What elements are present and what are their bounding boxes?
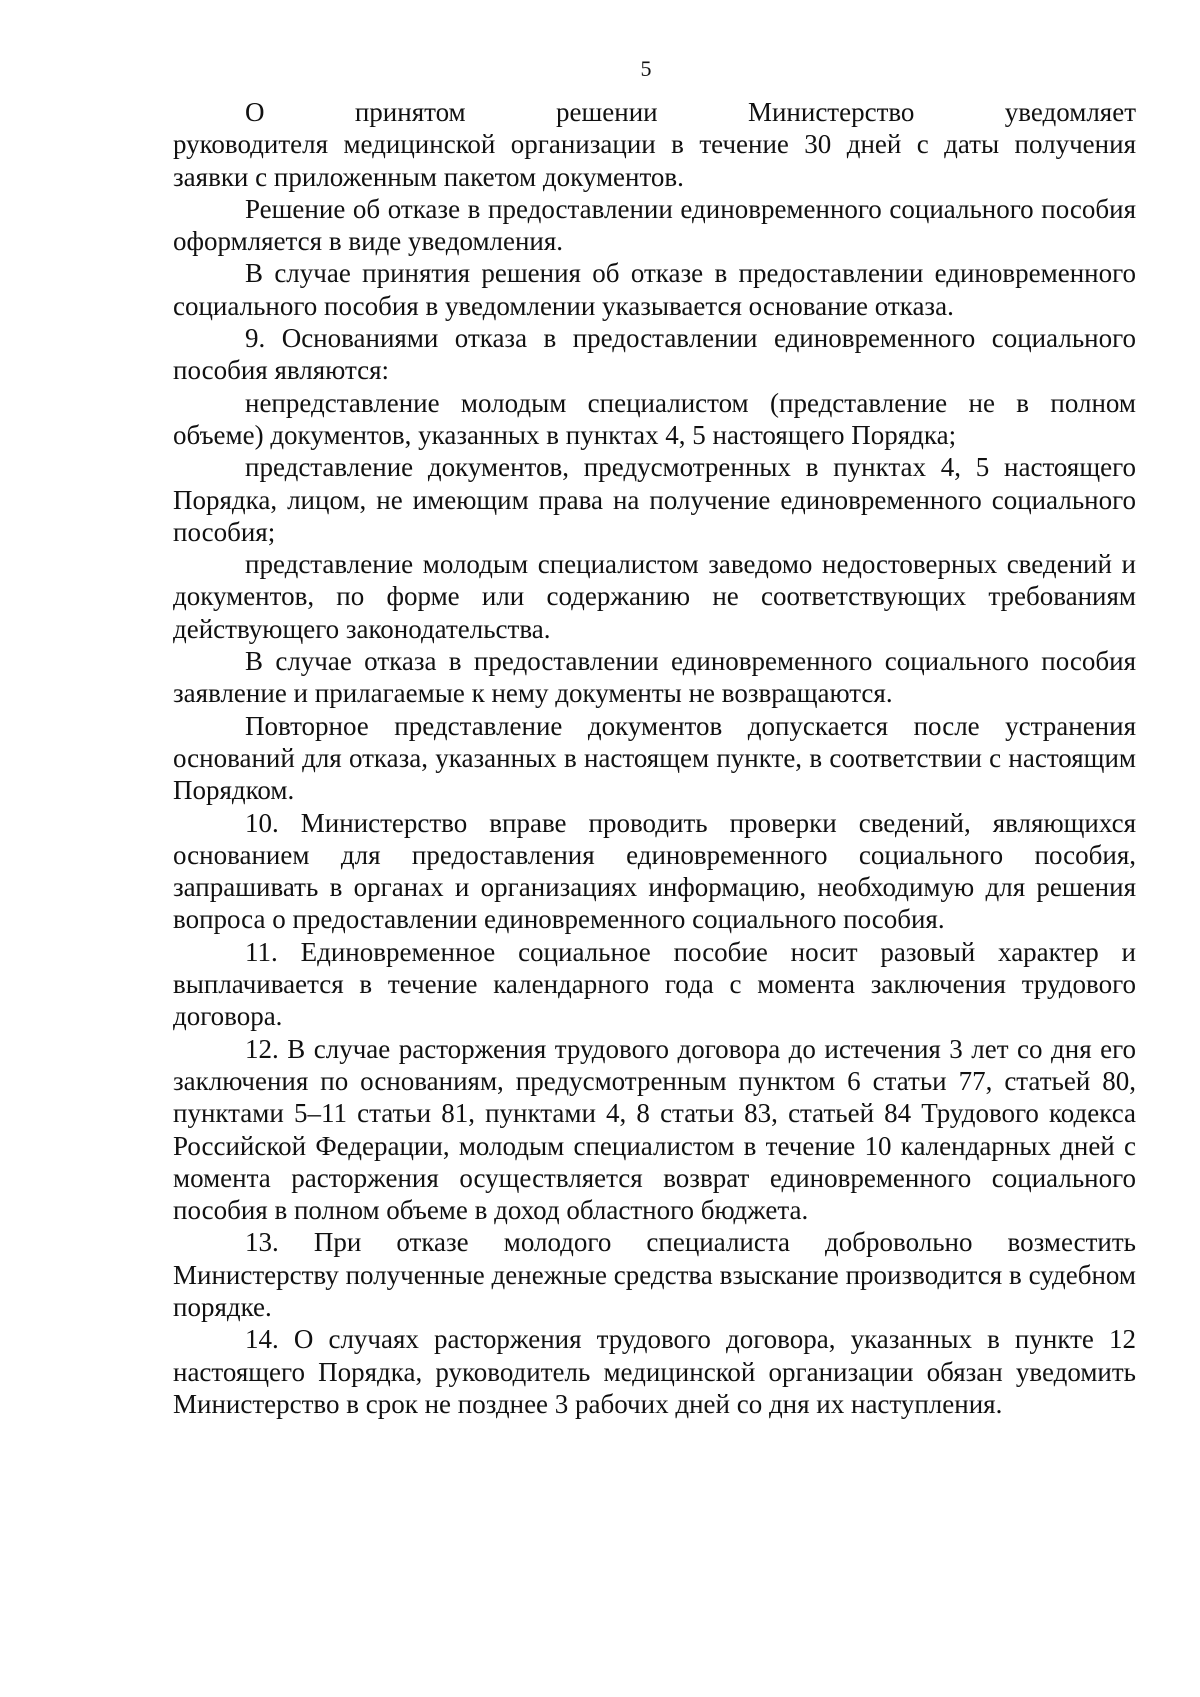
paragraph-refusal-form: Решение об отказе в предоставлении единовременного социального пособия оформляется в виде уведомления. [173,193,1136,257]
paragraph-item-10: 10. Министерство вправе проводить проверки сведений, являющихся основанием для предоставления единовременного социального пособия, запрашивать в органах и организациях информацию, необходимую для решения вопроса о предоставлении единовременного социального пособия. [173,807,1136,935]
paragraph-ground-false-info: представление молодым специалистом заведомо недостоверных сведений и документов, по форме или содержанию не соответствующих требованиям действующего законодательства. [173,549,1136,644]
paragraph-documents-not-returned: В случае отказа в предоставлении единовременного социального пособия заявление и прилагаемые к нему документы не возвращаются. [173,646,1136,709]
paragraph-item-11: 11. Единовременное социальное пособие носит разовый характер и выплачивается в течение календарного года с момента заключения трудового договора. [173,936,1136,1032]
page-number: 5 [640,56,652,81]
paragraph-item-14: 14. О случаях расторжения трудового договора, указанных в пункте 12 настоящего Порядка, руководитель медицинской организации обязан уведомить Министерство в срок не позднее 3 рабочих дней со дня их наступления. [173,1324,1136,1419]
paragraph-refusal-reason: В случае принятия решения об отказе в предоставлении единовременного социального пособия в уведомлении указывается основание отказа. [173,258,1136,321]
paragraph-decision-notice-first-line: О принятом решении Министерство уведомляет [245,97,1136,127]
paragraph-item-9: 9. Основаниями отказа в предоставлении единовременного социального пособия являются: [173,323,1136,386]
paragraph-ground-no-right: представление документов, предусмотренных в пунктах 4, 5 настоящего Порядка, лицом, не имеющим права на получение единовременного социального пособия; [173,452,1136,547]
paragraph-item-13: 13. При отказе молодого специалиста добровольно возместить Министерству полученные денежные средства взыскание производится в судебном порядке. [173,1227,1136,1322]
document-body [173,96,1136,1420]
paragraph-decision-notice-continuation: руководителя медицинской организации в течение 30 дней с даты получения заявки с приложенным пакетом документов. [173,129,1136,192]
paragraph-ground-non-submission: непредставление молодым специалистом (представление не в полном объеме) документов, указанных в пунктах 4, 5 настоящего Порядка; [173,387,1136,450]
paragraph-item-12: 12. В случае расторжения трудового договора до истечения 3 лет со дня его заключения по основаниям, предусмотренным пунктом 6 статьи 77, статьей 80, пунктами 5–11 статьи 81, пунктами 4, 8 статьи 83, статьей 84 Трудового кодекса Российской Федерации, молодым специалистом в течение 10 календарных дней с момента расторжения осуществляется возврат единовременного социального пособия в полном объеме в доход областного бюджета. [173,1033,1136,1226]
paragraph-resubmission: Повторное представление документов допускается после устранения оснований для отказа, указанных в настоящем пункте, в соответствии с настоящим Порядком. [173,710,1136,806]
